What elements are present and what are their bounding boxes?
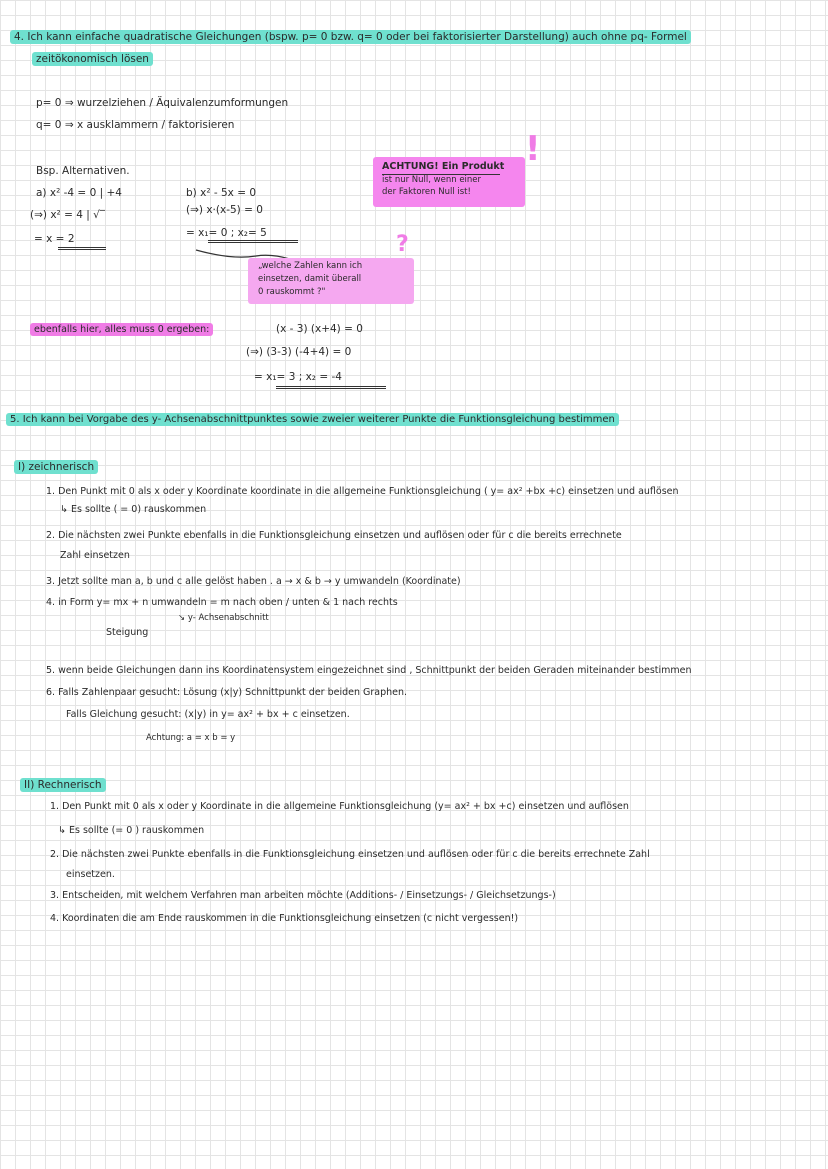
part2-title: II) Rechnerisch [20,778,106,792]
question-line3: 0 rauskommt ?" [258,287,326,297]
p1-step4-slope: Steigung [106,627,149,638]
question-icon: ? [396,232,409,257]
p1-step4: 4. in Form y= mx + n umwandeln = m nach oben / unten & 1 nach rechts [46,597,398,608]
p2-step3: 3. Entscheiden, mit welchem Verfahren man arbeiten möchte (Additions- / Einsetzungs- / Gleichsetzungs-) [50,890,556,901]
p1-step3: 3. Jetzt sollte man a, b und c alle gelöst haben . a → x & b → y umwandeln (Koordinate) [46,576,461,587]
section5-heading: 5. Ich kann bei Vorgabe des y- Achsenabschnittpunktes sowie zweier weiterer Punkte die Funktionsgleichung bestimmen [6,413,619,427]
p1-step1: 1. Den Punkt mit 0 als x oder y Koordinate koordinate in die allgemeine Funktionsgleichung ( y= ax² +bx +c) einsetzen und auflösen [46,486,679,497]
p1-step6-equation: Falls Gleichung gesucht: (x|y) in y= ax² + bx + c einsetzen. [66,709,350,720]
question-line2: einsetzen, damit überall [258,274,362,284]
example-a-line2: (⇒) x² = 4 | √‾ [30,209,106,221]
p1-step5: 5. wenn beide Gleichungen dann ins Koordinatensystem eingezeichnet sind , Schnittpunkt der beiden Geraden miteinander bestimmen [46,665,692,676]
example-a-line3: = x = 2 [34,233,75,245]
exclamation-icon: ! [525,129,541,169]
result-b-underline [208,240,298,243]
p1-step6-warning: Achtung: a = x b = y [146,733,236,743]
p1-step6: 6. Falls Zahlenpaar gesucht: Lösung (x|y) Schnittpunkt der beiden Graphen. [46,687,408,698]
rule-p-zero: p= 0 ⇒ wurzelziehen / Äquivalenzumformungen [36,97,289,109]
example-b-line2: (⇒) x·(x-5) = 0 [186,204,263,216]
also-here-label: ebenfalls hier, alles muss 0 ergeben: [30,323,213,337]
result-c-underline [276,386,386,389]
example-c-line3: = x₁= 3 ; x₂ = -4 [254,371,342,383]
p1-step4-intercept: ↘ y- Achsenabschnitt [178,613,269,623]
section4-heading-line1: 4. Ich kann einfache quadratische Gleichungen (bspw. p= 0 bzw. q= 0 oder bei faktorisierter Darstellung) auch ohne pq- Formel [10,30,691,44]
result-a-underline [58,247,106,250]
p2-step4: 4. Koordinaten die am Ende rauskommen in die Funktionsgleichung einsetzen (c nicht vergessen!) [50,913,519,924]
warning-line2: ist nur Null, wenn einer [382,175,482,185]
section4-heading-line2: zeitökonomisch lösen [32,52,153,66]
warning-underline [382,174,500,175]
p2-step1-note: ↳ Es sollte (= 0 ) rauskommen [58,825,205,836]
example-c-line2: (⇒) (3-3) (-4+4) = 0 [246,346,352,358]
p2-step2-cont: einsetzen. [66,869,115,880]
example-a-line1: a) x² -4 = 0 | +4 [36,187,122,199]
rule-q-zero: q= 0 ⇒ x ausklammern / faktorisieren [36,119,235,131]
example-b-line1: b) x² - 5x = 0 [186,187,257,199]
p2-step1: 1. Den Punkt mit 0 als x oder y Koordinate in die allgemeine Funktionsgleichung (y= ax² + bx +c) einsetzen und auflösen [50,801,629,812]
example-title: Bsp. Alternativen. [36,165,130,177]
example-b-line3: = x₁= 0 ; x₂= 5 [186,227,267,239]
warning-line1: ACHTUNG! Ein Produkt [382,161,505,172]
p1-step2-cont: Zahl einsetzen [60,550,130,561]
p1-step2: 2. Die nächsten zwei Punkte ebenfalls in die Funktionsgleichung einsetzen und auflösen oder für c die bereits errechnete [46,530,622,541]
p1-step1-note: ↳ Es sollte ( = 0) rauskommen [60,504,207,515]
warning-line3: der Faktoren Null ist! [382,187,471,197]
example-c-line1: (x - 3) (x+4) = 0 [276,323,363,335]
p2-step2: 2. Die nächsten zwei Punkte ebenfalls in die Funktionsgleichung einsetzen und auflösen oder für c die bereits errechnete Zahl [50,849,650,860]
question-line1: „welche Zahlen kann ich [258,261,363,271]
part1-title: I) zeichnerisch [14,460,98,474]
